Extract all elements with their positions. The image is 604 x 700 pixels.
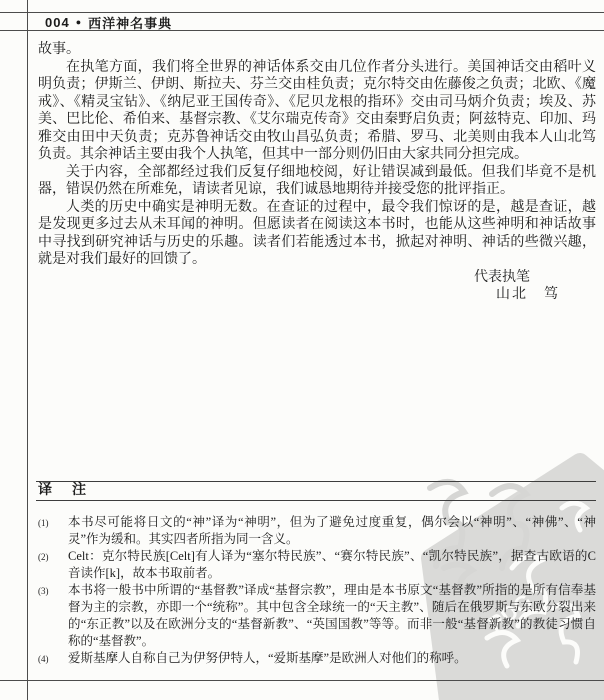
book-title: 西洋神名事典 <box>88 15 173 31</box>
signature-role: 代表执笔 <box>474 269 530 285</box>
body-paragraph: 人类的历史中确实是神明无数。在查证的过程中，最令我们惊讶的是，越是查证，越是发现更多过去从未耳闻的神明。但愿读者在阅读这本书时，也能从这些神明和神话故事中寻找到研究神话与历史的乐趣。读者们若能透过本书，掀起对神明、神话的些微兴趣，就是对我们最好的回馈了。 <box>38 199 596 267</box>
body-paragraph: 故事。 <box>38 42 80 57</box>
left-margin-rule <box>27 0 28 700</box>
preface-body <box>38 41 596 304</box>
running-head <box>45 14 172 30</box>
signature-name: 山北 笃 <box>496 287 560 302</box>
footnote-marker: (1) <box>38 518 49 528</box>
footnote-marker: (2) <box>38 552 49 562</box>
footnote-item <box>38 650 596 668</box>
body-paragraph: 关于内容，全部都经过我们反复仔细地校阅，好让错误减到最低。但我们毕竟不是机器，错误仍然在所难免，请读者见谅，我们诚恳地期待并接受您的批评指正。 <box>38 164 596 197</box>
page-number: 004 <box>45 14 70 30</box>
body-paragraph: 在执笔方面，我们将全世界的神话体系交由几位作者分头进行。美国神话交由稻叶义明负责；伊斯兰、伊朗、斯拉夫、芬兰交由桂负责；克尔特交由佐藤俊之负责；北欧、《魔戒》、《精灵宝钻》、《纳尼亚王国传奇》、《尼贝龙根的指环》交由司马炳介负责；埃及、苏美、巴比伦、希伯来、基督宗教、《艾尔瑞克传奇》交由秦野启负责；阿兹特克、印加、玛雅交由田中天负责；克苏鲁神话交由牧山昌弘负责；希腊、罗马、北美则由我本人山北笃负责。其余神话主要由我个人执笔，但其中一部分则仍旧由大家共同分担完成。 <box>38 59 596 162</box>
bullet-separator-icon: ● <box>75 17 83 27</box>
footnote-marker: (3) <box>38 586 49 596</box>
footnote-text: 爱斯基摩人自称自己为伊努伊特人，“爱斯基摩”是欧洲人对他们的称呼。 <box>68 651 467 665</box>
footnote-text: 本书尽可能将日文的“神”译为“神明”，但为了避免过度重复，偶尔会以“神明”、“神佛”、“神灵”作为缓和。其实四者所指为同一含义。 <box>68 515 596 546</box>
footnote-text: 本书将一般书中所谓的“基督教”译成“基督宗教”，理由是本书原文“基督教”所指的是所有信奉基督为主的宗教，亦即一个“统称”。其中包含全球统一的“天主教”、随后在俄罗斯与东欧分裂出来的“东正教”以及在欧洲分支的“基督新教”、“英国国教”等等。而非一般“基督新教”的教徒习惯自称的“基督教”。 <box>68 583 596 648</box>
footnote-item <box>38 548 596 582</box>
footnote-item <box>38 514 596 548</box>
bottom-rule <box>0 680 604 681</box>
translator-notes <box>38 514 596 668</box>
footnote-marker: (4) <box>38 654 49 664</box>
footnote-text: Celt：克尔特民族[Celt]有人译为“塞尔特民族”、“赛尔特民族”、“凯尔特民族”，据查古欧语的C音读作[k]，故本书取前者。 <box>68 549 596 580</box>
footnote-item <box>38 582 596 650</box>
pdg-watermark-label: PDG <box>483 588 537 637</box>
translator-notes-title: 译 注 <box>36 481 596 501</box>
